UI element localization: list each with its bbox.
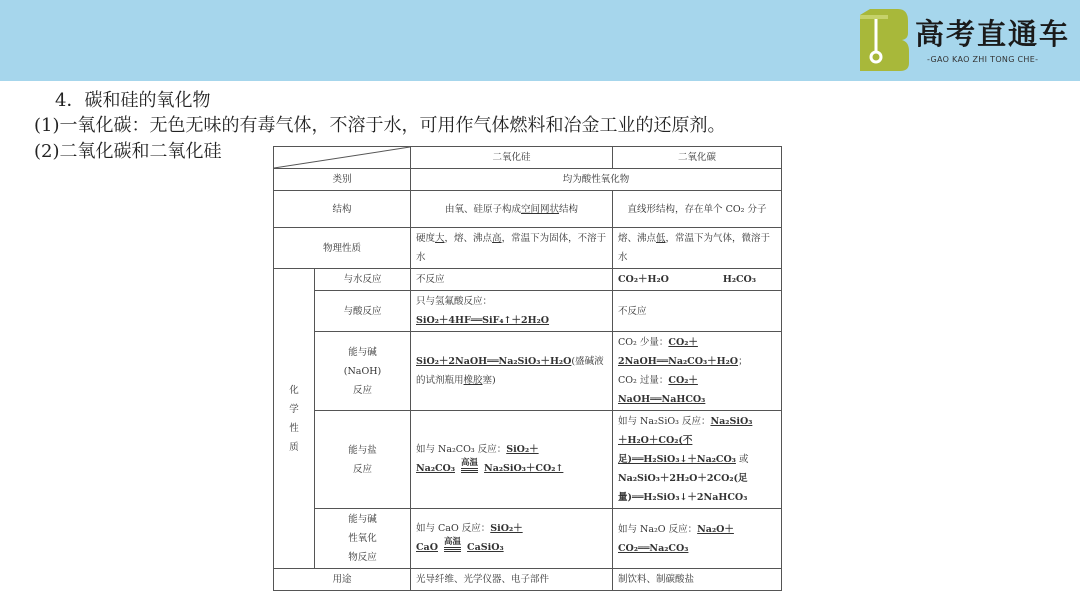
row-label-salt: 能与盐 反应 [315,411,411,509]
physical-co2: 熔、沸点低，常温下为气体，微溶于水 [613,228,782,269]
section-heading: 4．碳和硅的氧化物 [55,90,211,111]
logo-subtitle: -GAO KAO ZHI TONG CHE- [927,55,1039,64]
table-row [274,291,782,332]
col-header-co2: 二氧化碳 [613,147,782,169]
salt-co2: 如与 Na₂SiO₃ 反应：Na₂SiO₃ ＋H₂O＋CO₂(不 足)══H₂SiO₃↓＋Na₂CO₃ 或 Na₂SiO₃＋2H₂O＋2CO₂(足 量)══H₂SiO₃↓＋2NaHCO₃ [613,411,782,509]
base-co2: CO₂ 少量：CO₂＋ 2NaOH══Na₂CO₃＋H₂O； CO₂ 过量：CO₂＋ NaOH══NaHCO₃ [613,332,782,411]
row-label-base: 能与碱 (NaOH) 反应 [315,332,411,411]
acid-sio2: 只与氢氟酸反应： SiO₂＋4HF══SiF₄↑＋2H₂O [411,291,613,332]
table-row [274,191,782,228]
diagonal-header-cell [274,147,411,169]
paragraph-co2-sio2: (2)二氧化碳和二氧化硅 [34,141,222,162]
row-label-acid: 与酸反应 [315,291,411,332]
water-co2: CO₂＋H₂O H₂CO₃ [613,269,782,291]
uses-sio2: 光导纤维、光学仪器、电子部件 [411,569,613,591]
acid-co2: 不反应 [613,291,782,332]
physical-sio2: 硬度大，熔、沸点高，常温下为固体，不溶于水 [411,228,613,269]
basic-oxide-sio2: 如与 CaO 反应：SiO₂＋ CaO 高温 CaSiO₃ [411,509,613,569]
category-value: 均为酸性氧化物 [411,169,782,191]
col-header-sio2: 二氧化硅 [411,147,613,169]
row-label-category: 类别 [274,169,411,191]
base-sio2: SiO₂＋2NaOH══Na₂SiO₃＋H₂O(盛碱液的试剂瓶用橡胶塞) [411,332,613,411]
table-row [274,169,782,191]
structure-sio2: 由氧、硅原子构成空间网状结构 [411,191,613,228]
water-sio2: 不反应 [411,269,613,291]
table-row [274,411,782,509]
logo [855,4,1075,76]
structure-co2: 直线形结构，存在单个 CO₂ 分子 [613,191,782,228]
row-label-structure: 结构 [274,191,411,228]
basic-oxide-co2: 如与 Na₂O 反应：Na₂O＋ CO₂══Na₂CO₃ [613,509,782,569]
table-row [274,332,782,411]
logo-title: 高考直通车 [915,17,1071,51]
table-row [274,569,782,591]
paragraph-co: (1)一氧化碳：无色无味的有毒气体，不溶于水，可用作气体燃料和冶金工业的还原剂。 [34,115,726,136]
row-label-uses: 用途 [274,569,411,591]
chem-properties-label: 化 学 性 质 [274,269,315,569]
uses-co2: 制饮料、制碳酸盐 [613,569,782,591]
comparison-table [273,146,782,591]
table-row [274,509,782,569]
table-row [274,228,782,269]
table-row [274,269,782,291]
table-header-row [274,147,782,169]
salt-sio2: 如与 Na₂CO₃ 反应：SiO₂＋ Na₂CO₃ 高温 Na₂SiO₃＋CO₂↑ [411,411,613,509]
row-label-water: 与水反应 [315,269,411,291]
row-label-basic-oxide: 能与碱 性氧化 物反应 [315,509,411,569]
book-logo-icon [858,7,910,71]
row-label-physical: 物理性质 [274,228,411,269]
